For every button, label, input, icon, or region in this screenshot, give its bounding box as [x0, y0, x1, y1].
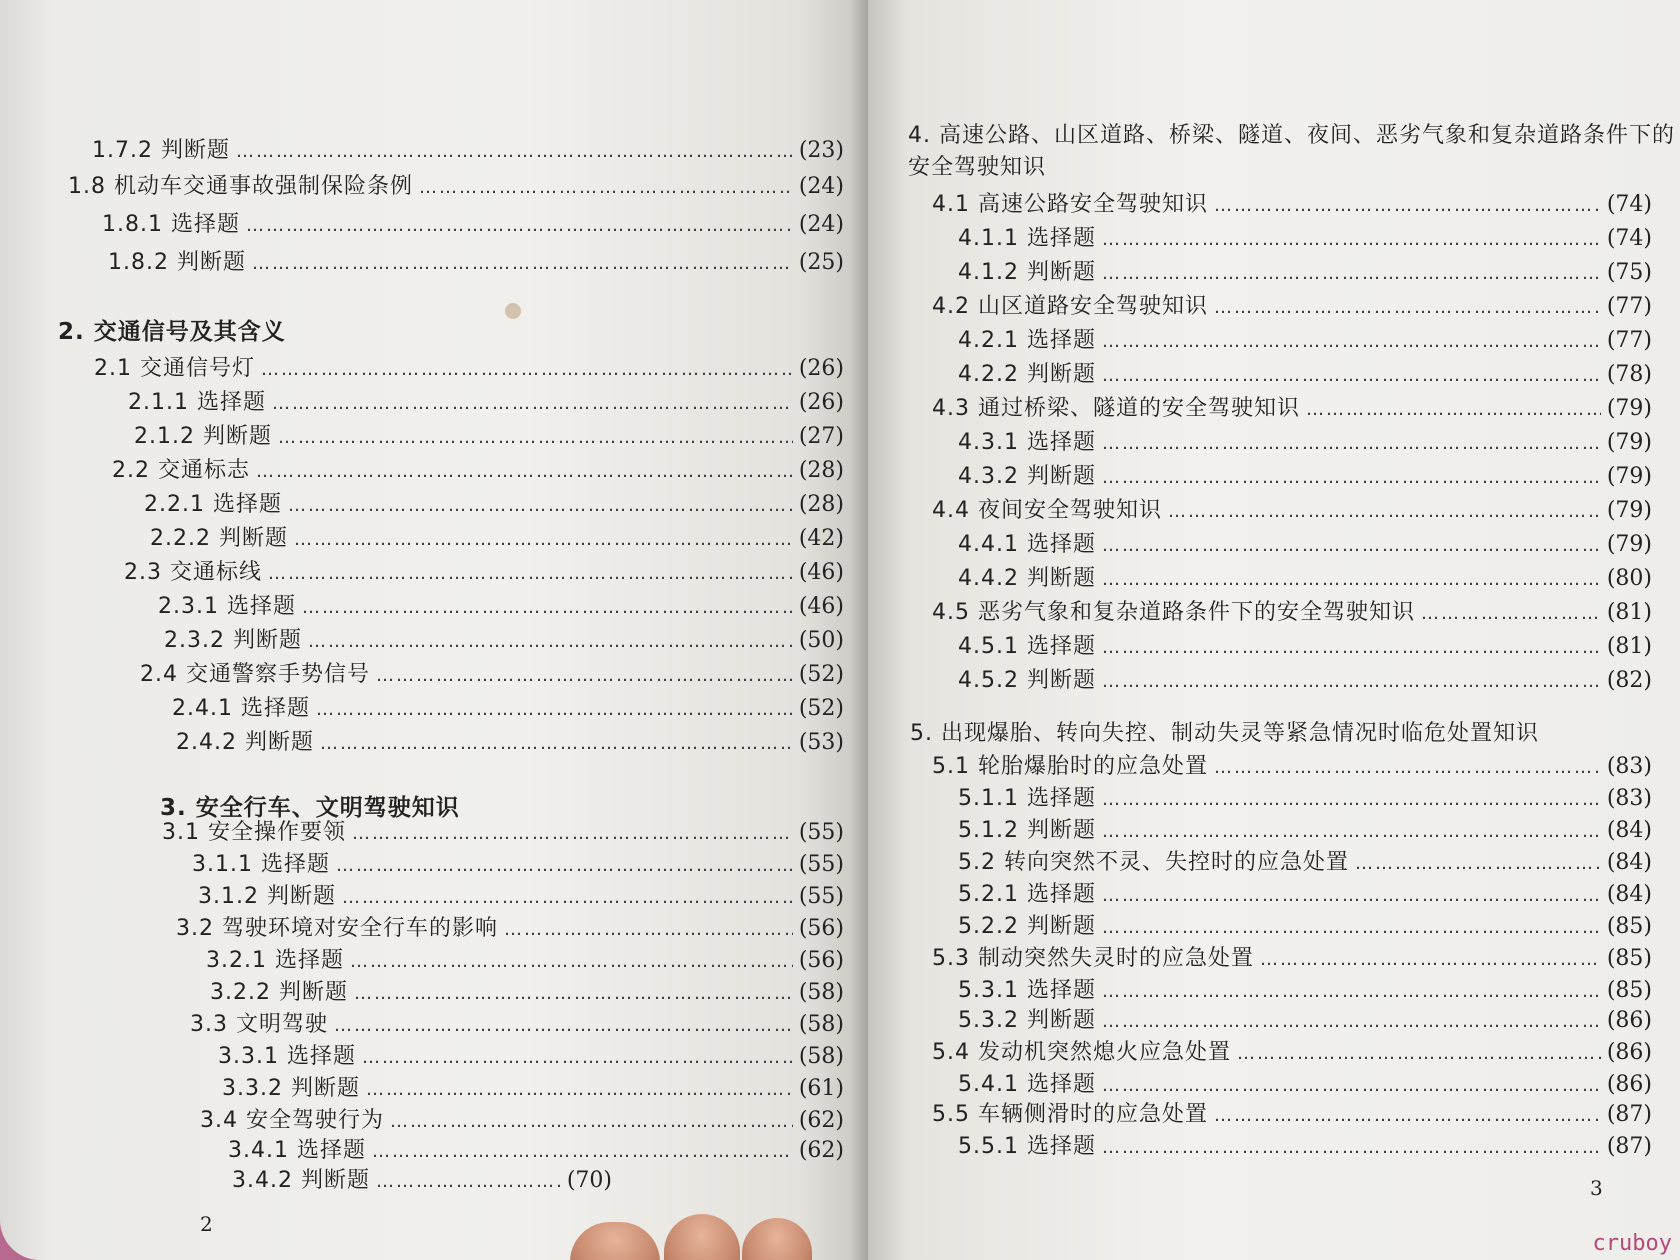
leader-dots — [272, 389, 793, 419]
toc-entry[interactable] — [164, 626, 844, 657]
leader-dots — [1102, 817, 1601, 847]
leader-dots — [268, 559, 793, 589]
toc-entry[interactable] — [958, 880, 1652, 911]
toc-entry-title: 5.4.1 选择题 — [958, 1072, 1096, 1097]
toc-entry-title: 3.3.1 选择题 — [218, 1044, 356, 1069]
toc-entry[interactable] — [218, 1042, 844, 1073]
toc-entry-title: 4.5.2 判断题 — [958, 668, 1096, 693]
toc-entry-title: 3.1.2 判断题 — [198, 884, 336, 909]
toc-entry[interactable] — [210, 978, 844, 1009]
toc-entry-page: (86) — [1606, 1008, 1652, 1033]
toc-entry-title: 4.1.2 判断题 — [958, 260, 1096, 285]
toc-entry-title: 4.2.2 判断题 — [958, 362, 1096, 387]
toc-entry-title: 3.2 驾驶环境对安全行车的影响 — [176, 916, 498, 941]
toc-entry-page: (56) — [798, 916, 844, 941]
toc-entry-title: 5.5 车辆侧滑时的应急处置 — [932, 1102, 1208, 1127]
toc-entry[interactable] — [958, 224, 1652, 255]
toc-entry[interactable] — [144, 490, 844, 521]
leader-dots — [1102, 463, 1601, 493]
toc-entry-page: (62) — [798, 1138, 844, 1163]
toc-entry[interactable] — [192, 850, 844, 881]
toc-entry-page: (83) — [1606, 754, 1652, 779]
toc-entry[interactable] — [158, 592, 844, 623]
toc-entry-page: (84) — [1606, 850, 1652, 875]
leader-dots — [1102, 881, 1601, 911]
toc-entry[interactable] — [958, 666, 1652, 697]
toc-entry-page: (77) — [1606, 294, 1652, 319]
toc-entry-page: (81) — [1606, 600, 1652, 625]
toc-entry[interactable] — [958, 360, 1652, 391]
toc-entry[interactable] — [162, 818, 844, 849]
toc-entry[interactable] — [958, 784, 1652, 815]
watermark: cruboy — [1592, 1231, 1672, 1256]
toc-entry-title: 5.2.1 选择题 — [958, 882, 1096, 907]
toc-entry[interactable] — [140, 660, 844, 691]
toc-entry-title: 5.1.2 判断题 — [958, 818, 1096, 843]
leader-dots — [1102, 1007, 1601, 1037]
toc-entry-title: 5.4 发动机突然熄火应急处置 — [932, 1040, 1231, 1065]
toc-entry[interactable] — [958, 564, 1652, 595]
leader-dots — [354, 979, 793, 1009]
toc-entry-page: (24) — [798, 174, 844, 199]
toc-entry[interactable] — [108, 248, 844, 279]
toc-entry-page: (46) — [798, 594, 844, 619]
toc-entry[interactable] — [150, 524, 844, 555]
toc-entry[interactable] — [932, 1100, 1652, 1131]
toc-entry-title: 3.3.2 判断题 — [222, 1076, 360, 1101]
toc-entry-page: (82) — [1606, 668, 1652, 693]
toc-entry[interactable] — [68, 172, 844, 203]
toc-entry-page: (25) — [798, 250, 844, 275]
toc-entry-page: (58) — [798, 980, 844, 1005]
toc-entry-page: (26) — [798, 390, 844, 415]
leader-dots — [1214, 1101, 1601, 1131]
toc-entry-title: 5.2 转向突然不灵、失控时的应急处置 — [958, 850, 1349, 875]
toc-entry-title: 4.1.1 选择题 — [958, 226, 1096, 251]
toc-entry-page: (78) — [1606, 362, 1652, 387]
toc-entry-title: 1.8.2 判断题 — [108, 250, 246, 275]
toc-entry-title: 3.1.1 选择题 — [192, 852, 330, 877]
toc-entry[interactable] — [958, 816, 1652, 847]
toc-entry-page: (79) — [1606, 430, 1652, 455]
toc-entry-title: 4.5.1 选择题 — [958, 634, 1096, 659]
toc-entry-page: (50) — [798, 628, 844, 653]
toc-entry[interactable] — [932, 190, 1652, 221]
toc-entry[interactable] — [206, 946, 844, 977]
leader-dots — [1102, 327, 1601, 357]
toc-entry-title: 5.1 轮胎爆胎时的应急处置 — [932, 754, 1208, 779]
toc-entry[interactable] — [112, 456, 844, 487]
toc-entry-page: (55) — [798, 852, 844, 877]
page-number: 2 — [200, 1212, 213, 1236]
toc-entry[interactable] — [932, 1038, 1652, 1069]
leader-dots — [278, 423, 793, 453]
toc-entry[interactable] — [958, 258, 1652, 289]
toc-entry-title: 2.4.2 判断题 — [176, 730, 314, 755]
leader-dots — [1102, 785, 1601, 815]
toc-entry-title: 2.3 交通标线 — [124, 560, 262, 585]
toc-entry-title: 2.4 交通警察手势信号 — [140, 662, 370, 687]
leader-dots — [1306, 395, 1601, 425]
leader-dots — [1168, 497, 1601, 527]
toc-entry-page: (27) — [798, 424, 844, 449]
toc-entry-title: 4.3.2 判断题 — [958, 464, 1096, 489]
toc-entry-title: 4.4.1 选择题 — [958, 532, 1096, 557]
toc-entry-page: (53) — [798, 730, 844, 755]
toc-entry-page: (55) — [798, 820, 844, 845]
toc-entry-title: 5.1.1 选择题 — [958, 786, 1096, 811]
toc-entry-title: 4.2 山区道路安全驾驶知识 — [932, 294, 1208, 319]
section-heading[interactable]: 2. 交通信号及其含义 — [58, 319, 286, 345]
toc-entry-title: 2.4.1 选择题 — [172, 696, 310, 721]
toc-entry-page: (70) — [566, 1168, 612, 1193]
toc-entry-page: (87) — [1606, 1102, 1652, 1127]
toc-entry[interactable] — [92, 136, 844, 167]
leader-dots — [372, 1137, 793, 1167]
toc-entry[interactable] — [128, 388, 844, 419]
leader-dots — [1421, 599, 1601, 629]
toc-entry-title: 3.4.1 选择题 — [228, 1138, 366, 1163]
toc-entry-page: (52) — [798, 696, 844, 721]
finger — [664, 1214, 740, 1260]
toc-entry-title: 2.3.1 选择题 — [158, 594, 296, 619]
toc-entry-page: (58) — [798, 1044, 844, 1069]
toc-entry[interactable] — [124, 558, 844, 589]
toc-entry-page: (84) — [1606, 818, 1652, 843]
toc-entry[interactable] — [958, 848, 1652, 879]
leader-dots — [1214, 293, 1601, 323]
toc-entry-title: 4.3 通过桥梁、隧道的安全驾驶知识 — [932, 396, 1300, 421]
toc-entry-page: (77) — [1606, 328, 1652, 353]
toc-entry[interactable] — [232, 1166, 612, 1197]
toc-entry[interactable] — [958, 462, 1652, 493]
toc-entry-page: (24) — [798, 212, 844, 237]
toc-entry[interactable] — [176, 728, 844, 759]
toc-entry[interactable] — [932, 944, 1652, 975]
toc-entry-title: 2.2 交通标志 — [112, 458, 250, 483]
leader-dots — [1355, 849, 1601, 879]
leader-dots — [342, 883, 793, 913]
leader-dots — [1102, 531, 1601, 561]
toc-entry-title: 2.1.1 选择题 — [128, 390, 266, 415]
leader-dots — [294, 525, 793, 555]
toc-entry-page: (52) — [798, 662, 844, 687]
toc-entry-page: (85) — [1606, 946, 1652, 971]
toc-entry-title: 4.1 高速公路安全驾驶知识 — [932, 192, 1208, 217]
toc-entry-title: 2.3.2 判断题 — [164, 628, 302, 653]
leader-dots — [362, 1043, 793, 1073]
leader-dots — [1102, 977, 1601, 1007]
toc-entry-title: 4.4.2 判断题 — [958, 566, 1096, 591]
chapter-heading[interactable]: 5. 出现爆胎、转向失控、制动失灵等紧急情况时临危处置知识 — [910, 721, 1539, 746]
toc-entry-page: (28) — [798, 492, 844, 517]
toc-entry-page: (55) — [798, 884, 844, 909]
toc-entry-title: 2.2.1 选择题 — [144, 492, 282, 517]
toc-entry-page: (83) — [1606, 786, 1652, 811]
toc-entry-title: 3.1 安全操作要领 — [162, 820, 346, 845]
leader-dots — [1102, 913, 1601, 943]
toc-entry-title: 2.2.2 判断题 — [150, 526, 288, 551]
leader-dots — [1260, 945, 1601, 975]
toc-entry-title: 4.4 夜间安全驾驶知识 — [932, 498, 1162, 523]
leader-dots — [261, 355, 793, 385]
leader-dots — [336, 851, 793, 881]
leader-dots — [1102, 633, 1601, 663]
toc-entry[interactable] — [932, 752, 1652, 783]
toc-entry-title: 5.3.2 判断题 — [958, 1008, 1096, 1033]
toc-entry[interactable] — [200, 1106, 844, 1137]
toc-entry-title: 3.4.2 判断题 — [232, 1168, 370, 1193]
toc-entry-title: 1.8 机动车交通事故强制保险条例 — [68, 174, 413, 199]
leader-dots — [1214, 753, 1601, 783]
toc-entry[interactable] — [958, 632, 1652, 663]
toc-entry-page: (26) — [798, 356, 844, 381]
toc-entry[interactable] — [932, 394, 1652, 425]
toc-entry-title: 3.4 安全驾驶行为 — [200, 1108, 384, 1133]
toc-entry-page: (85) — [1606, 914, 1652, 939]
finger — [570, 1222, 660, 1260]
leader-dots — [288, 491, 793, 521]
toc-entry[interactable] — [172, 694, 844, 725]
leader-dots — [1102, 1133, 1601, 1163]
toc-entry[interactable] — [958, 1006, 1652, 1037]
toc-entry[interactable] — [176, 914, 844, 945]
toc-entry-page: (86) — [1606, 1072, 1652, 1097]
toc-entry-page: (87) — [1606, 1134, 1652, 1159]
leader-dots — [308, 627, 793, 657]
toc-entry-page: (79) — [1606, 396, 1652, 421]
leader-dots — [252, 249, 793, 279]
toc-entry[interactable] — [958, 530, 1652, 561]
toc-entry-page: (79) — [1606, 464, 1652, 489]
leader-dots — [390, 1107, 793, 1137]
toc-entry-page: (56) — [798, 948, 844, 973]
leader-dots — [236, 137, 793, 167]
toc-entry-page: (46) — [798, 560, 844, 585]
leader-dots — [1102, 225, 1601, 255]
toc-entry-title: 5.2.2 判断题 — [958, 914, 1096, 939]
toc-entry-page: (61) — [798, 1076, 844, 1101]
toc-entry[interactable] — [932, 496, 1652, 527]
toc-entry-page: (85) — [1606, 978, 1652, 1003]
chapter-heading[interactable]: 4. 高速公路、山区道路、桥梁、隧道、夜间、恶劣气象和复杂道路条件下的安全驾驶知识 — [908, 123, 1675, 180]
toc-entry[interactable] — [932, 292, 1652, 323]
toc-entry-title: 3.3 文明驾驶 — [190, 1012, 328, 1037]
toc-entry[interactable] — [228, 1136, 844, 1167]
leader-dots — [256, 457, 793, 487]
toc-entry-page: (42) — [798, 526, 844, 551]
toc-entry[interactable] — [958, 976, 1652, 1007]
right-page — [868, 0, 1680, 1260]
leader-dots — [366, 1075, 793, 1105]
toc-entry[interactable] — [102, 210, 844, 241]
finger — [742, 1218, 812, 1260]
leader-dots — [1102, 361, 1601, 391]
leader-dots — [1102, 565, 1601, 595]
toc-entry-page: (23) — [798, 138, 844, 163]
toc-entry-page: (74) — [1606, 192, 1652, 217]
toc-entry-title: 3.2.1 选择题 — [206, 948, 344, 973]
toc-entry-page: (28) — [798, 458, 844, 483]
leader-dots — [419, 173, 793, 203]
leader-dots — [1102, 667, 1601, 697]
toc-entry[interactable] — [958, 1132, 1652, 1163]
leader-dots — [246, 211, 793, 241]
leader-dots — [352, 819, 793, 849]
toc-entry[interactable] — [958, 1070, 1652, 1101]
toc-entry-page: (75) — [1606, 260, 1652, 285]
toc-entry-page: (58) — [798, 1012, 844, 1037]
toc-entry-page: (79) — [1606, 498, 1652, 523]
leader-dots — [350, 947, 793, 977]
toc-entry-page: (86) — [1606, 1040, 1652, 1065]
toc-entry[interactable] — [958, 912, 1652, 943]
toc-entry[interactable] — [222, 1074, 844, 1105]
toc-entry[interactable] — [94, 354, 844, 385]
toc-entry-title: 1.8.1 选择题 — [102, 212, 240, 237]
toc-entry[interactable] — [932, 598, 1652, 629]
toc-entry-title: 5.5.1 选择题 — [958, 1134, 1096, 1159]
toc-entry-title: 2.1.2 判断题 — [134, 424, 272, 449]
toc-entry-page: (79) — [1606, 532, 1652, 557]
toc-entry[interactable] — [958, 428, 1652, 459]
leader-dots — [1102, 429, 1601, 459]
leader-dots — [316, 695, 793, 725]
toc-entry-page: (74) — [1606, 226, 1652, 251]
leader-dots — [504, 915, 793, 945]
leader-dots — [320, 729, 793, 759]
leader-dots — [1237, 1039, 1601, 1069]
toc-entry-title: 2.1 交通信号灯 — [94, 356, 255, 381]
toc-entry-page: (81) — [1606, 634, 1652, 659]
toc-entry[interactable] — [958, 326, 1652, 357]
leader-dots — [302, 593, 793, 623]
toc-entry-title: 1.7.2 判断题 — [92, 138, 230, 163]
leader-dots — [376, 1167, 561, 1197]
toc-entry-title: 4.3.1 选择题 — [958, 430, 1096, 455]
leader-dots — [1102, 259, 1601, 289]
toc-entry[interactable] — [134, 422, 844, 453]
toc-entry-page: (80) — [1606, 566, 1652, 591]
page-number: 3 — [1590, 1176, 1603, 1200]
toc-entry-title: 5.3.1 选择题 — [958, 978, 1096, 1003]
toc-entry-title: 4.5 恶劣气象和复杂道路条件下的安全驾驶知识 — [932, 600, 1415, 625]
toc-entry-page: (84) — [1606, 882, 1652, 907]
toc-entry-page: (62) — [798, 1108, 844, 1133]
toc-entry-title: 3.2.2 判断题 — [210, 980, 348, 1005]
leader-dots — [376, 661, 793, 691]
section-heading[interactable]: 3. 安全行车、文明驾驶知识 — [160, 795, 460, 821]
paper-stain — [505, 303, 521, 319]
toc-entry-title: 4.2.1 选择题 — [958, 328, 1096, 353]
leader-dots — [1214, 191, 1601, 221]
leader-dots — [1102, 1071, 1601, 1101]
toc-entry-title: 5.3 制动突然失灵时的应急处置 — [932, 946, 1254, 971]
leader-dots — [334, 1011, 793, 1041]
toc-entry[interactable] — [198, 882, 844, 913]
toc-entry[interactable] — [190, 1010, 844, 1041]
